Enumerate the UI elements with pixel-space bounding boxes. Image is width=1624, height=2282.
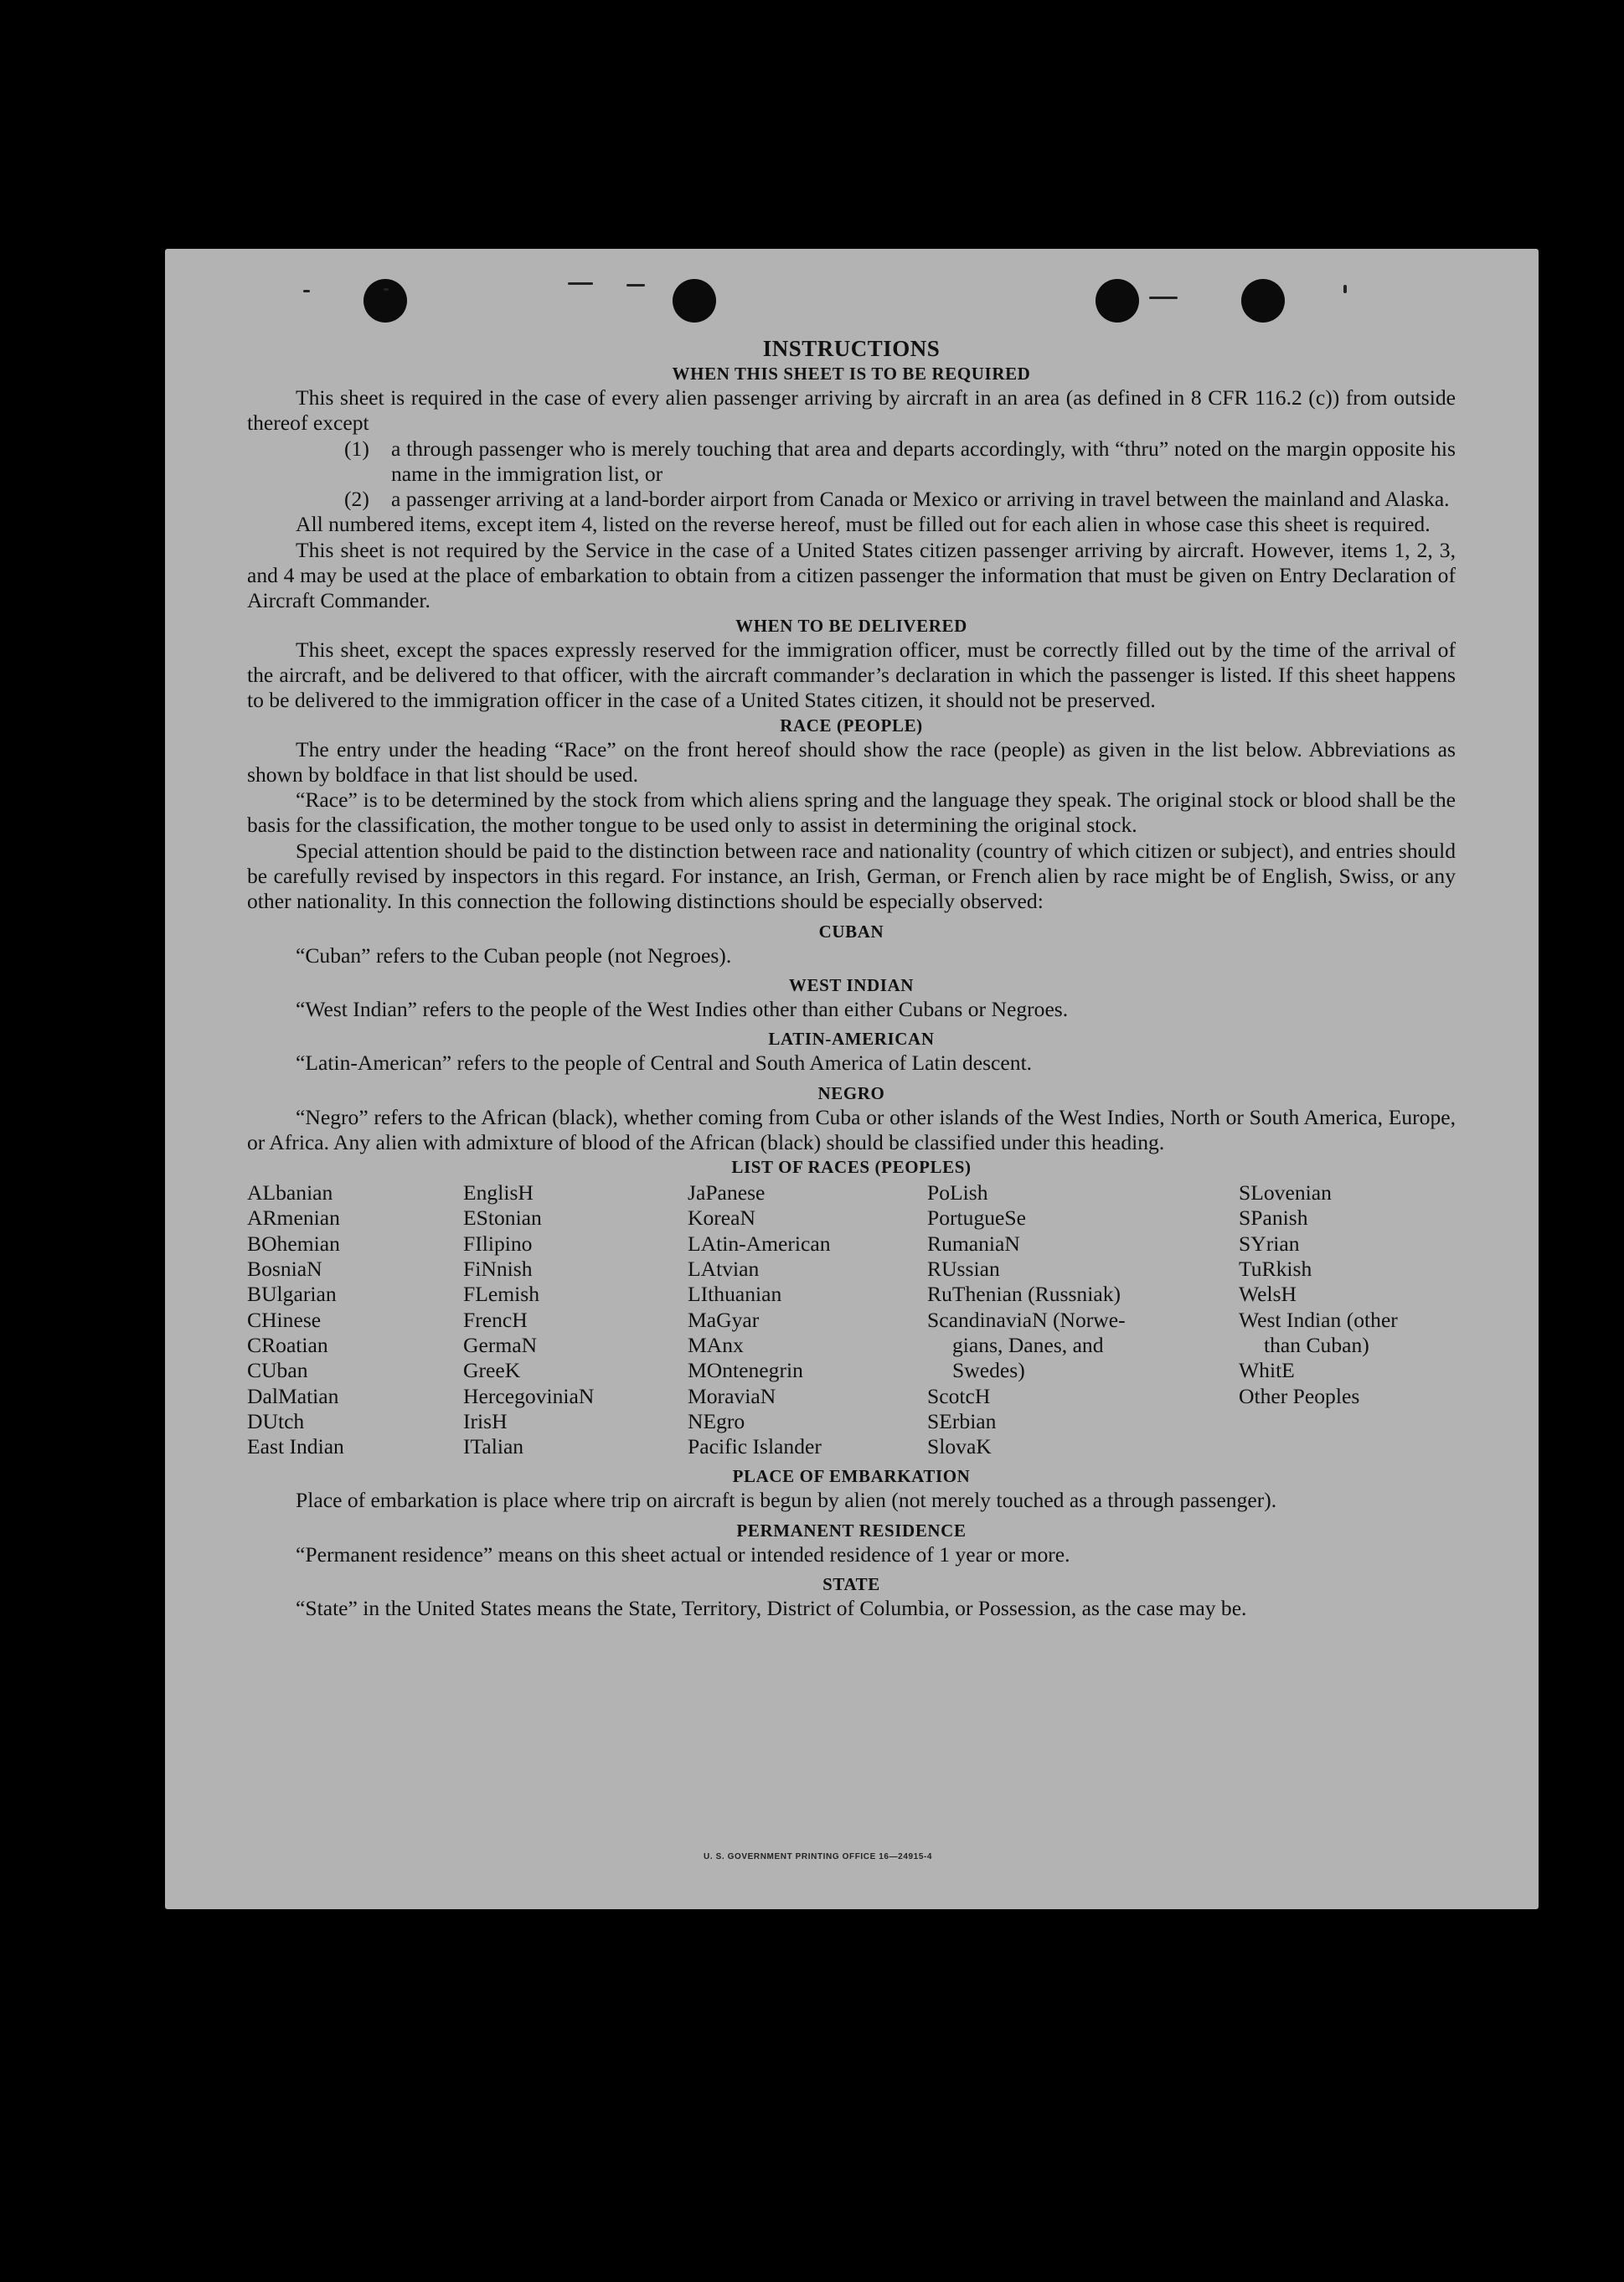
race-entry: ScandinaviaN (Norwe- xyxy=(927,1307,1126,1332)
race-entry: SYrian xyxy=(1239,1231,1300,1256)
race-entry: GreeK xyxy=(463,1358,521,1383)
section-heading: PERMANENT RESIDENCE xyxy=(736,1520,967,1541)
section-heading: WEST INDIAN xyxy=(788,974,915,995)
race-entry: MaGyar xyxy=(688,1307,760,1332)
definition: “Latin-American” refers to the people of Central and South America of Latin descent. xyxy=(296,1051,1033,1076)
race-entry: SErbian xyxy=(927,1408,997,1433)
race-entry: LAtin-American xyxy=(688,1231,831,1256)
race-column xyxy=(1239,1180,1456,1459)
section-heading: PLACE OF EMBARKATION xyxy=(732,1466,971,1487)
race-entry: MOntenegrin xyxy=(688,1358,803,1383)
section-heading: STATE xyxy=(822,1573,880,1594)
race-entry: TuRkish xyxy=(1239,1257,1312,1282)
race-entry: ITalian xyxy=(463,1434,524,1459)
section-heading: RACE (PEOPLE) xyxy=(780,715,923,736)
definition: “Negro” refers to the African (black), whether coming from Cuba or other islands of the West Indies, North or South America, Europe, or Africa. Any alien with admixture of blood of the African (black) should be classified under this heading. xyxy=(247,1104,1456,1154)
race-entry: BUlgarian xyxy=(247,1282,337,1307)
paragraph: This sheet, except the spaces expressly reserved for the immigration officer, must be correctly filled out by the time of the arrival of the aircraft, and be delivered to that officer, with the aircraft commander’s declaration in which the passenger is listed. If this sheet happens to be delivered to the immigration officer in the case of a United States citizen, it should not be preserved. xyxy=(247,637,1456,713)
list-item xyxy=(344,436,1456,488)
punch-hole xyxy=(1241,279,1285,323)
list-item xyxy=(344,487,1456,512)
race-entry: EStonian xyxy=(463,1206,542,1231)
section-heading: CUBAN xyxy=(818,921,884,942)
race-entry: ALbanian xyxy=(247,1180,333,1206)
section-heading: NEGRO xyxy=(817,1082,885,1103)
definition: “West Indian” refers to the people of the West Indies other than either Cubans or Negroes. xyxy=(296,996,1069,1021)
race-entry: gians, Danes, and xyxy=(952,1332,1104,1357)
race-entry: NEgro xyxy=(688,1408,745,1433)
punch-hole xyxy=(1096,279,1139,323)
race-entry: RUssian xyxy=(927,1257,1000,1282)
paragraph: “State” in the United States means the State, Territory, District of Columbia, or Possession, as the case may be. xyxy=(296,1595,1247,1620)
race-entry: FiNnish xyxy=(463,1257,533,1282)
race-list xyxy=(247,1180,1456,1459)
race-entry: ARmenian xyxy=(247,1206,340,1231)
section-heading: WHEN THIS SHEET IS TO BE REQUIRED xyxy=(672,364,1031,384)
paragraph: Place of embarkation is place where trip on aircraft is begun by alien (not merely touched as a through passenger). xyxy=(296,1488,1277,1513)
paragraph: Special attention should be paid to the distinction between race and nationality (country of which citizen or subject), and entries should be carefully revised by inspectors in this regard. For instance, an Irish, German, or French alien by race might be of English, Swiss, or any other nationality. In this connection the following distinctions should be especially observed: xyxy=(247,838,1456,914)
race-column xyxy=(927,1180,1239,1459)
section-heading: LIST OF RACES (PEOPLES) xyxy=(731,1157,972,1178)
race-entry: KoreaN xyxy=(688,1206,756,1231)
race-entry: DalMatian xyxy=(247,1383,339,1408)
punch-hole xyxy=(673,279,716,323)
race-entry: MoraviaN xyxy=(688,1383,776,1408)
ink-mark xyxy=(303,290,310,292)
race-entry: Pacific Islander xyxy=(688,1434,822,1459)
paragraph: The entry under the heading “Race” on the front hereof should show the race (people) as given in the list below. Abbreviations as shown by boldface in that list should be used. xyxy=(247,736,1456,787)
race-entry: Other Peoples xyxy=(1239,1383,1360,1408)
race-entry: Swedes) xyxy=(952,1358,1025,1383)
printer-imprint: U. S. GOVERNMENT PRINTING OFFICE 16—24915-4 xyxy=(704,1852,933,1861)
race-entry: JaPanese xyxy=(688,1180,766,1206)
race-column xyxy=(463,1180,688,1459)
race-entry: FIlipino xyxy=(463,1231,533,1256)
race-entry: PoLish xyxy=(927,1180,988,1206)
race-entry: WhitE xyxy=(1239,1358,1295,1383)
race-entry: LAtvian xyxy=(688,1257,760,1282)
race-entry: SLovenian xyxy=(1239,1180,1332,1206)
item-number: (1) xyxy=(344,436,369,461)
race-entry: WelsH xyxy=(1239,1282,1297,1307)
race-entry: East Indian xyxy=(247,1434,344,1459)
ink-mark xyxy=(384,288,389,291)
race-entry: SlovaK xyxy=(927,1434,992,1459)
item-number: (2) xyxy=(344,487,369,512)
race-entry: MAnx xyxy=(688,1332,744,1357)
instructions-content xyxy=(247,335,1456,1621)
race-column xyxy=(247,1180,463,1459)
race-entry: HercegoviniaN xyxy=(463,1383,595,1408)
paragraph: All numbered items, except item 4, listed on the reverse hereof, must be filled out for each alien in whose case this sheet is required. xyxy=(296,512,1431,537)
ink-mark xyxy=(568,282,593,285)
paragraph: This sheet is not required by the Service in the case of a United States citizen passenger arriving by aircraft. However, items 1, 2, 3, and 4 may be used at the place of embarkation to obtain from a citizen passenger the information that must be given on Entry Declaration of Aircraft Commander. xyxy=(247,537,1456,613)
ink-mark xyxy=(626,284,645,287)
race-entry: than Cuban) xyxy=(1264,1332,1369,1357)
race-entry: BosniaN xyxy=(247,1257,322,1282)
race-entry: RumaniaN xyxy=(927,1231,1020,1256)
race-entry: FLemish xyxy=(463,1282,540,1307)
race-entry: FrencH xyxy=(463,1307,528,1332)
race-entry: RuThenian (Russniak) xyxy=(927,1282,1121,1307)
race-entry: LIthuanian xyxy=(688,1282,782,1307)
race-entry: IrisH xyxy=(463,1408,508,1433)
section-heading: WHEN TO BE DELIVERED xyxy=(735,615,967,636)
race-entry: PortugueSe xyxy=(927,1206,1027,1231)
section-heading: LATIN-AMERICAN xyxy=(768,1029,935,1050)
paragraph: “Permanent residence” means on this sheet actual or intended residence of 1 year or more. xyxy=(296,1541,1070,1567)
race-entry: BOhemian xyxy=(247,1231,340,1256)
race-entry: CHinese xyxy=(247,1307,322,1332)
race-entry: DUtch xyxy=(247,1408,305,1433)
race-entry: EnglisH xyxy=(463,1180,534,1206)
item-text: a passenger arriving at a land-border airport from Canada or Mexico or arriving in travel between the mainland and Alaska. xyxy=(391,487,1450,512)
race-entry: CUban xyxy=(247,1358,308,1383)
race-entry: West Indian (other xyxy=(1239,1307,1398,1332)
punch-hole xyxy=(363,279,407,323)
ink-mark xyxy=(1149,297,1178,299)
item-text: a through passenger who is merely touching that area and departs accordingly, with “thru” noted on the margin opposite his name in the immigration list, or xyxy=(391,436,1456,486)
paragraph: “Race” is to be determined by the stock from which aliens spring and the language they speak. The original stock or blood shall be the basis for the classification, the mother tongue to be used only to assist in determining the original stock. xyxy=(247,787,1456,838)
race-column xyxy=(688,1180,927,1459)
race-entry: ScotcH xyxy=(927,1383,991,1408)
paragraph: This sheet is required in the case of every alien passenger arriving by aircraft in an area (as defined in 8 CFR 116.2 (c)) from outside thereof except xyxy=(247,385,1456,436)
page-title: INSTRUCTIONS xyxy=(762,336,941,361)
ink-mark xyxy=(1343,285,1347,293)
race-entry: GermaN xyxy=(463,1332,538,1357)
definition: “Cuban” refers to the Cuban people (not Negroes). xyxy=(296,942,732,968)
race-entry: SPanish xyxy=(1239,1206,1308,1231)
race-entry: CRoatian xyxy=(247,1332,328,1357)
